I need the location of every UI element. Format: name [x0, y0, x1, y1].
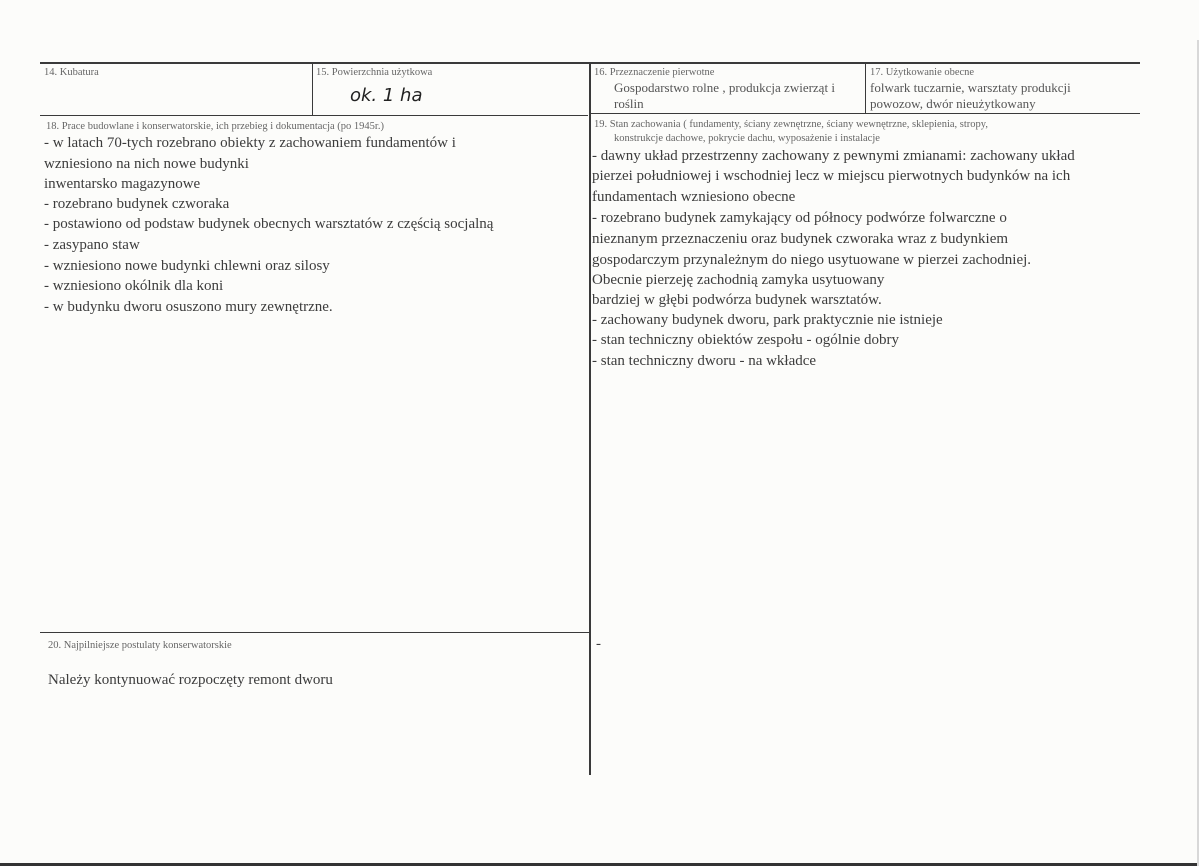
powierzchnia-label: 15. Powierzchnia użytkowa [316, 67, 433, 78]
section18-line: - postawiono od podstaw budynek obecnych warsztatów z częścią socjalną [44, 216, 494, 232]
row1-bottom-rule-left [40, 115, 588, 116]
uzytkowanie-label: 17. Użytkowanie obecne [870, 67, 975, 78]
section19-label-line2: konstrukcje dachowe, pokrycie dachu, wyposażenie i instalacje [614, 133, 880, 144]
section19-line: - stan techniczny dworu - na wkładce [592, 353, 817, 369]
kubatura-label: 14. Kubatura [44, 67, 99, 78]
section18-line: - wzniesiono nowe budynki chlewni oraz silosy [44, 258, 330, 274]
section19-line: bardziej w głębi podwórza budynek warsztatów. [592, 292, 882, 308]
section18-line: wzniesiono na nich nowe budynki [44, 156, 249, 172]
przeznaczenie-label: 16. Przeznaczenie pierwotne [594, 67, 715, 78]
section18-line: - w budynku dworu osuszono mury zewnętrzne. [44, 299, 333, 315]
powierzchnia-handwritten-value: ok. 1 ha [350, 85, 423, 106]
divider-16-17 [865, 63, 866, 113]
section19-line: - rozebrano budynek zamykający od północy podwórze folwarczne o [592, 210, 1007, 226]
section19-line: - stan techniczny obiektów zespołu - ogólnie dobry [592, 332, 900, 348]
section20-top-rule [40, 632, 590, 633]
divider-14-15 [312, 63, 313, 115]
main-vertical-divider [589, 63, 591, 775]
row1-bottom-rule-right [590, 113, 1140, 114]
section19-line: - dawny układ przestrzenny zachowany z pewnymi zmianami: zachowany układ [592, 148, 1075, 164]
section20-text: Należy kontynuować rozpoczęty remont dworu [48, 672, 333, 688]
section19-line: fundamentach wzniesiono obecne [592, 189, 796, 205]
section19-line: pierzei południowej i wschodniej lecz w miejscu pierwotnych budynków na ich [592, 168, 1071, 184]
section18-line: - rozebrano budynek czworaka [44, 196, 230, 212]
section18-line: - zasypano staw [44, 237, 140, 253]
uzytkowanie-line2: powozow, dwór nieużytkowany [870, 96, 1036, 111]
section18-line: - w latach 70-tych rozebrano obiekty z zachowaniem fundamentów i [44, 135, 456, 151]
uzytkowanie-line1: folwark tuczarnie, warsztaty produkcji [870, 80, 1071, 95]
section20-right-dash: - [596, 636, 601, 652]
section19-line: nieznanym przeznaczeniu oraz budynek czworaka wraz z budynkiem [592, 231, 1009, 247]
section19-label-line1: 19. Stan zachowania ( fundamenty, ściany zewnętrzne, ściany wewnętrzne, sklepienia, stropy, [594, 119, 988, 130]
section20-label: 20. Najpilniejsze postulaty konserwatorskie [48, 640, 232, 651]
section18-line: - wzniesiono okólnik dla koni [44, 278, 224, 294]
section18-label: 18. Prace budowlane i konserwatorskie, ich przebieg i dokumentacja (po 1945r.) [46, 121, 384, 132]
przeznaczenie-line2: roślin [614, 96, 644, 111]
section19-line: - zachowany budynek dworu, park praktycznie nie istnieje [592, 312, 943, 328]
przeznaczenie-line1: Gospodarstwo rolne , produkcja zwierząt i [614, 80, 835, 95]
section19-line: gospodarczym przynależnym do niego usytuowane w pierzei zachodniej. [592, 252, 1032, 268]
section19-line: Obecnie pierzeję zachodnią zamyka usytuowany [592, 272, 885, 288]
section18-line: inwentarsko magazynowe [44, 176, 201, 192]
